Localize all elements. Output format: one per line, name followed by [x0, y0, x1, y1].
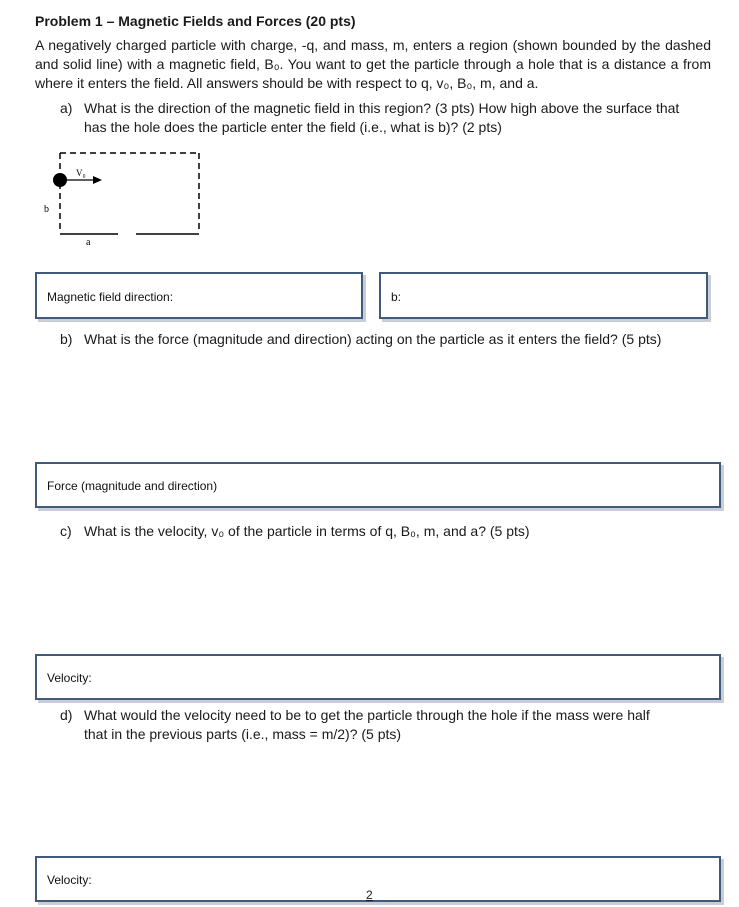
problem-intro: A negatively charged particle with charge, -q, and mass, m, enters a region (shown bounded by the dashed and solid line) with a magnetic field, B₀. You want to get the particle through a hole that is a distance a from where it enters the field. All answers should be with respect to q, v₀, B₀, m, and a. [35, 37, 711, 91]
velocity-d-answer-label: Velocity: [47, 873, 92, 887]
a-label: a [86, 237, 91, 248]
force-answer-label: Force (magnitude and direction) [47, 479, 218, 493]
question-a-line1: What is the direction of the magnetic field in this region? (3 pts) How high above the surface that [84, 100, 680, 116]
question-a-line2: has the hole does the particle enter the field (i.e., what is b)? (2 pts) [84, 119, 502, 135]
b-answer-label: b: [391, 290, 402, 304]
velocity-c-answer-box[interactable] [35, 654, 721, 700]
question-c-label: c) [60, 523, 72, 539]
b-label: b [44, 204, 49, 215]
velocity-label: V₀ [76, 168, 86, 178]
question-d-line1: What would the velocity need to be to get the particle through the hole if the mass were half [84, 707, 650, 723]
page-number: 2 [366, 888, 373, 902]
question-b-label: b) [60, 331, 73, 347]
velocity-arrowhead [93, 176, 102, 184]
question-d [60, 706, 720, 746]
field-region-diagram [40, 145, 210, 250]
velocity-d-answer-box[interactable] [35, 856, 721, 902]
question-a-label: a) [60, 100, 73, 116]
force-answer-box[interactable] [35, 462, 721, 508]
velocity-c-answer-label: Velocity: [47, 671, 92, 685]
question-a [60, 99, 720, 139]
question-b-text: What is the force (magnitude and direction) acting on the particle as it enters the field? (5 pts) [84, 331, 662, 347]
field-direction-answer-box[interactable] [35, 272, 363, 319]
question-c-text: What is the velocity, v₀ of the particle in terms of q, B₀, m, and a? (5 pts) [84, 523, 530, 539]
question-d-line2: that in the previous parts (i.e., mass = m/2)? (5 pts) [84, 726, 402, 742]
question-d-label: d) [60, 707, 73, 723]
problem-title: Problem 1 – Magnetic Fields and Forces (20 pts) [35, 13, 356, 29]
question-b [60, 330, 720, 350]
question-c [60, 522, 720, 542]
field-direction-answer-label: Magnetic field direction: [47, 290, 174, 304]
b-answer-box[interactable] [379, 272, 708, 319]
